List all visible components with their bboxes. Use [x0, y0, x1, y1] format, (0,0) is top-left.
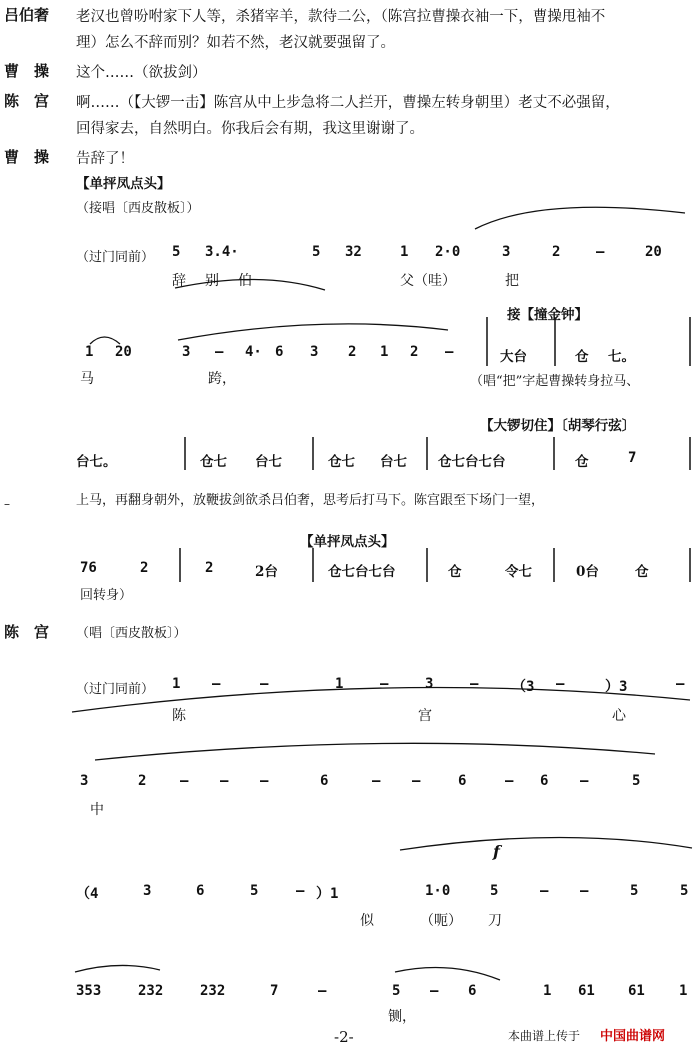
note: 2 — [140, 560, 149, 576]
dynamic-mark: f — [493, 842, 500, 861]
note: 6 — [468, 983, 477, 999]
lyric: 陈 — [172, 708, 186, 724]
note: 5 — [490, 883, 499, 899]
percussion: 令七 — [505, 564, 532, 580]
note: 5 — [392, 983, 401, 999]
note: （3 — [512, 679, 535, 695]
interlude-label: （过门同前） — [76, 682, 155, 697]
note: 3.4· — [205, 244, 239, 260]
note: 76 — [80, 560, 97, 576]
note: – — [220, 773, 229, 789]
lyric: 似 — [360, 913, 374, 929]
percussion-cue: 【单抨凤点头】 — [76, 176, 171, 192]
note: – — [470, 676, 479, 692]
percussion: 台七。 — [76, 454, 117, 470]
percussion: 台七 — [255, 454, 282, 470]
note: 20 — [115, 344, 132, 360]
note: – — [540, 883, 549, 899]
lyric: 辞 — [172, 273, 186, 289]
singing-cue: （接唱〔西皮散板〕） — [76, 201, 200, 216]
lyric: 刀 — [488, 913, 502, 929]
note: 1 — [380, 344, 389, 360]
percussion: 0台 — [576, 564, 599, 580]
note: – — [260, 676, 269, 692]
lyric: 父（哇） — [400, 273, 456, 289]
lyric: 马 — [80, 371, 94, 387]
note: – — [380, 676, 389, 692]
lyric: 心 — [612, 708, 626, 724]
note: 3 — [80, 773, 89, 789]
note: 61 — [628, 983, 645, 999]
interlude-label: （过门同前） — [76, 250, 155, 265]
stage-direction: 上马，再翻身朝外，放鞭拔剑欲杀吕伯奢，思考后打马下。陈宫跟至下场门一望， — [76, 493, 545, 508]
note: 353 — [76, 983, 102, 999]
dialogue-line: 回得家去，自然明白。你我后会有期，我这里谢谢了。 — [76, 121, 424, 137]
note: 7 — [270, 983, 279, 999]
note: 1 — [679, 983, 688, 999]
speaker-chen: 陈 宫 — [4, 92, 50, 110]
dialogue-line: 告辞了！ — [76, 151, 134, 167]
lyric: （呃） — [420, 913, 462, 929]
percussion: 七。 — [608, 349, 635, 365]
note: 1·0 — [425, 883, 451, 899]
note: – — [676, 676, 685, 692]
percussion: 仓 — [575, 349, 589, 365]
dialogue-line: 啊……（【大锣一击】陈宫从中上步急将二人拦开，曹操左转身朝里）老丈不必强留， — [76, 95, 620, 111]
note: – — [215, 344, 224, 360]
percussion: 仓 — [448, 564, 462, 580]
note: – — [318, 983, 327, 999]
percussion: 仓 — [575, 454, 589, 470]
note: 5 — [632, 773, 641, 789]
note: 3 — [425, 676, 434, 692]
note: 5 — [172, 244, 181, 260]
note: 3 — [182, 344, 191, 360]
note: 1 — [400, 244, 409, 260]
note: 1 — [335, 676, 344, 692]
site-logo: 中国曲谱网 — [600, 1029, 666, 1044]
percussion: 大台 — [500, 349, 527, 365]
note: 6 — [275, 344, 284, 360]
percussion-cue: 【单抨凤点头】 — [300, 534, 395, 550]
lyric: 中 — [90, 802, 104, 818]
lyric: 跨， — [208, 371, 236, 387]
note: – — [430, 983, 439, 999]
note: 232 — [138, 983, 164, 999]
note: – — [445, 344, 454, 360]
note: 61 — [578, 983, 595, 999]
page-number: -2- — [334, 1028, 354, 1046]
lyric: 铡， — [388, 1009, 416, 1025]
percussion: 仓七台七台 — [328, 564, 396, 580]
speaker-chen: 陈 宫 — [4, 623, 50, 641]
stage-direction: 回转身） — [80, 588, 133, 603]
note: 2 — [552, 244, 561, 260]
note: 5 — [680, 883, 689, 899]
note: 2·0 — [435, 244, 461, 260]
note: 2 — [138, 773, 147, 789]
note: 6 — [540, 773, 549, 789]
note: – — [556, 676, 565, 692]
note: 2 — [410, 344, 419, 360]
dialogue-line: 这个……（欲拔剑） — [76, 65, 207, 81]
percussion: 仓七 — [328, 454, 355, 470]
lyric: 把 — [505, 273, 519, 289]
note: 5 — [630, 883, 639, 899]
note: ）1 — [316, 886, 339, 902]
note: 3 — [310, 344, 319, 360]
note: – — [412, 773, 421, 789]
note: 32 — [345, 244, 362, 260]
source-label: 本曲谱上传于 — [508, 1029, 581, 1043]
note: – — [212, 676, 221, 692]
note: 1 — [543, 983, 552, 999]
note: 1 — [172, 676, 181, 692]
margin-mark: – — [4, 497, 10, 511]
note: 6 — [320, 773, 329, 789]
percussion: 台七 — [380, 454, 407, 470]
note: – — [596, 244, 605, 260]
dialogue-line: 理）怎么不辞而别？如若不然，老汉就要强留了。 — [76, 35, 395, 51]
note: 1 — [85, 344, 94, 360]
percussion-cue: 接【撞金钟】 — [507, 307, 588, 323]
percussion-cue: 【大锣切住】〔胡琴行弦〕 — [480, 418, 636, 434]
note: 2 — [348, 344, 357, 360]
note: – — [505, 773, 514, 789]
note: 20 — [645, 244, 662, 260]
note: （4 — [76, 886, 99, 902]
note: 6 — [458, 773, 467, 789]
note: – — [372, 773, 381, 789]
note: 232 — [200, 983, 226, 999]
note: 7 — [628, 450, 637, 466]
percussion: 仓 — [635, 564, 649, 580]
speaker-cao: 曹 操 — [4, 148, 50, 166]
lyric: 别 — [205, 273, 219, 289]
singing-cue: （唱〔西皮散板〕） — [76, 626, 187, 641]
percussion: 仓七 — [200, 454, 227, 470]
note: 3 — [143, 883, 152, 899]
note: 3 — [502, 244, 511, 260]
speaker-cao: 曹 操 — [4, 62, 50, 80]
stage-direction: （唱“把”字起曹操转身拉马、 — [470, 374, 640, 389]
speaker-lu: 吕伯奢 — [4, 6, 50, 24]
lyric: 伯 — [238, 273, 252, 289]
note: – — [260, 773, 269, 789]
note: ）3 — [605, 679, 628, 695]
note: 6 — [196, 883, 205, 899]
percussion: 仓七台七台 — [438, 454, 506, 470]
percussion: 2台 — [255, 564, 278, 580]
note: 5 — [312, 244, 321, 260]
note: 2 — [205, 560, 214, 576]
note: – — [180, 773, 189, 789]
note: – — [580, 773, 589, 789]
note: – — [296, 883, 305, 899]
dialogue-line: 老汉也曾吩咐家下人等，杀猪宰羊，款待二公，（陈宫拉曹操衣袖一下，曹操甩袖不 — [76, 9, 606, 25]
note: – — [580, 883, 589, 899]
lyric: 宫 — [418, 708, 432, 724]
note: 4· — [245, 344, 262, 360]
note: 5 — [250, 883, 259, 899]
